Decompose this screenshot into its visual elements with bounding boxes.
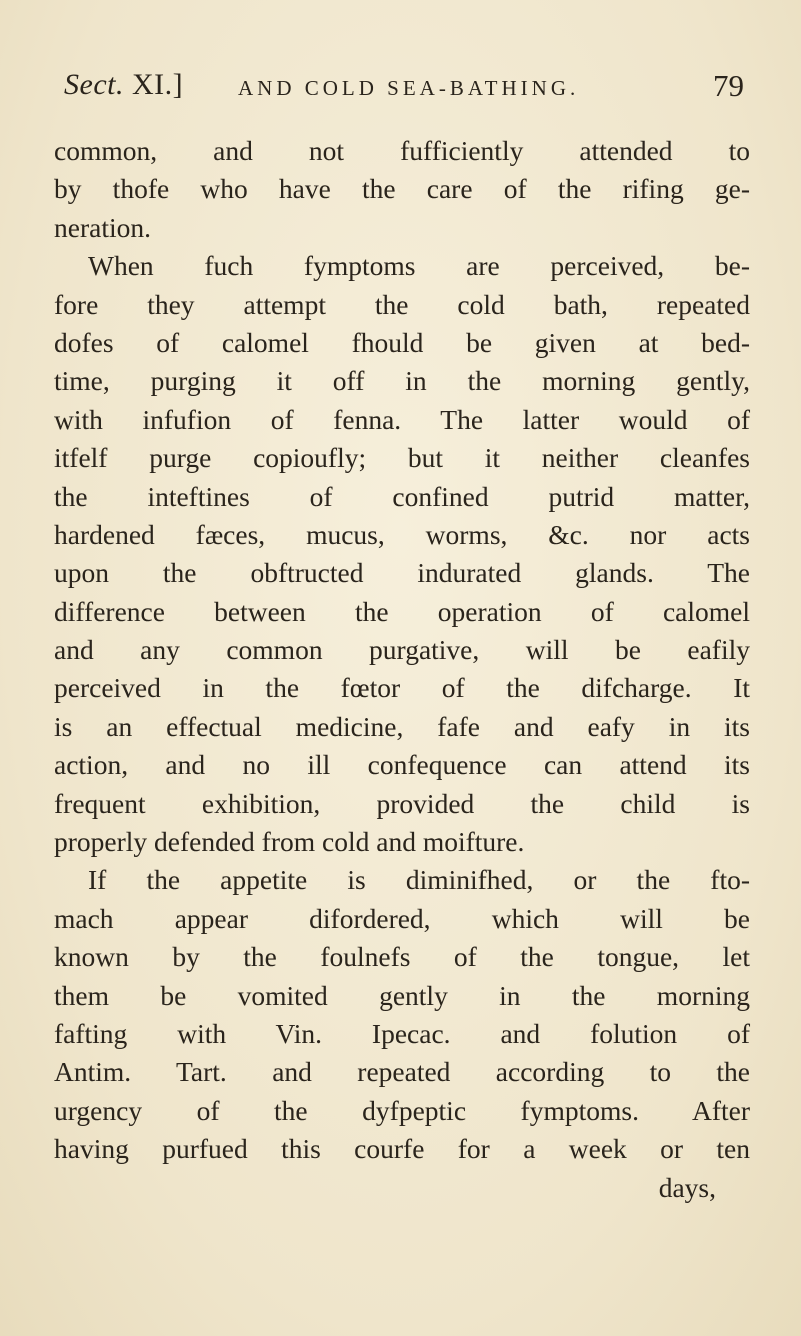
- text-line: with infufion of fenna. The latter would of: [54, 403, 750, 435]
- text-line: perceived in the fœtor of the difcharge. It: [54, 672, 750, 704]
- text-line: frequent exhibition, provided the child is: [54, 787, 750, 819]
- text-line: itfelf purge copioufly; but it neither cleanfes: [54, 442, 750, 474]
- text-line: When fuch fymptoms are perceived, be-: [88, 250, 750, 282]
- text-line: is an effectual medicine, fafe and eafy in its: [54, 710, 750, 742]
- text-line: common, and not fufficiently attended to: [54, 135, 750, 166]
- text-line: action, and no ill confequence can attend its: [54, 749, 750, 781]
- text-line: fafting with Vin. Ipecac. and folution of: [54, 1017, 750, 1049]
- text-line: Antim. Tart. and repeated according to the: [54, 1056, 750, 1088]
- text-line: and any common purgative, will be eafily: [54, 634, 750, 666]
- text-line: difference between the operation of calomel: [54, 595, 750, 627]
- text-line: fore they attempt the cold bath, repeated: [54, 288, 750, 320]
- text-line: mach appear difordered, which will be: [54, 902, 750, 934]
- text-line: them be vomited gently in the morning: [54, 979, 750, 1011]
- text-line: having purfued this courfe for a week or ten: [54, 1133, 750, 1165]
- section-number: XI.]: [131, 68, 184, 101]
- running-title: AND COLD SEA-BATHING.: [238, 76, 580, 100]
- catchword: days,: [658, 1171, 716, 1203]
- running-header: [64, 68, 744, 112]
- section-abbrev: Sect.: [64, 68, 124, 101]
- text-line: time, purging it off in the morning gently,: [54, 365, 750, 397]
- text-line: If the appetite is diminifhed, or the fto-: [88, 864, 750, 896]
- text-line: hardened fæces, mucus, worms, &c. nor acts: [54, 518, 750, 550]
- text-line: by thofe who have the care of the rifing ge-: [54, 173, 750, 205]
- text-line: urgency of the dyfpeptic fymptoms. After: [54, 1094, 750, 1126]
- text-line: upon the obftructed indurated glands. The: [54, 557, 750, 589]
- text-line: known by the foulnefs of the tongue, let: [54, 941, 750, 973]
- section-label: [64, 68, 183, 102]
- text-line: dofes of calomel fhould be given at bed-: [54, 326, 750, 358]
- body-text: [54, 132, 750, 1207]
- text-line: properly defended from cold and moifture.: [54, 826, 525, 858]
- page-number: 79: [713, 68, 744, 103]
- text-line: the inteftines of confined putrid matter,: [54, 480, 750, 512]
- text-line: neration.: [54, 211, 151, 243]
